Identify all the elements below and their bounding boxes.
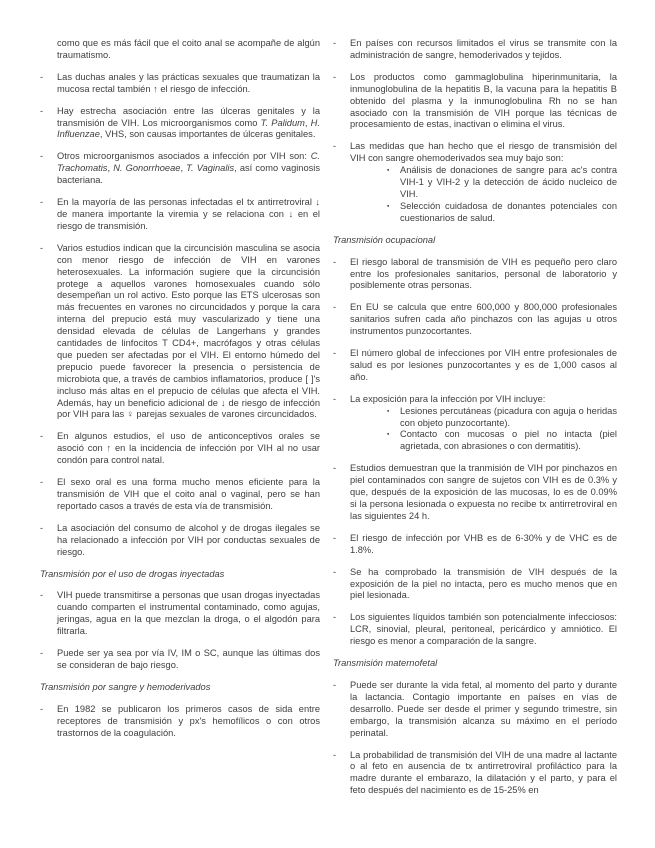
bullet-dash: -: [333, 566, 337, 577]
sub-bullet-text: Selección cuidadosa de donantes potenciales con cuestionarios de salud.: [400, 200, 617, 223]
bullet-dash: -: [333, 302, 337, 313]
bullet-dash: -: [40, 431, 44, 442]
bullet-dash: -: [40, 197, 44, 208]
paragraph-text: El sexo oral es una forma mucho menos eficiente para la transmisión de VIH que el coito anal o vaginal, pero se han reportado casos a través de esta vía de transmisión.: [57, 477, 320, 511]
bullet-dash: -: [40, 105, 44, 116]
bullet-item: [40, 243, 320, 422]
bullet-item: [40, 431, 320, 467]
bullet-item: [333, 38, 617, 62]
bullet-item: [333, 567, 617, 603]
section-heading: Transmisión maternofetal: [333, 658, 438, 669]
bullet-dash: -: [333, 393, 337, 404]
bullet-dash: -: [40, 590, 44, 601]
paragraph-text: como que es más fácil que el coito anal se acompañe de algún traumatismo.: [57, 38, 320, 60]
bullet-dash: -: [333, 463, 337, 474]
square-bullet: ▪: [387, 167, 390, 175]
continuation-paragraph: [40, 38, 320, 62]
sub-bullet-text: Contacto con mucosas o piel no intacta (piel agrietada, con abrasiones o con dermatitis).: [400, 429, 617, 452]
paragraph-text: Puede ser ya sea por vía IV, IM o SC, aunque las últimas dos se consideran de bajo riesgo.: [57, 648, 320, 670]
bullet-item: [333, 394, 617, 454]
bullet-item: [333, 302, 617, 338]
bullet-item: [333, 72, 617, 132]
bullet-item: [40, 72, 320, 96]
bullet-dash: -: [40, 71, 44, 82]
square-bullet: ▪: [387, 407, 390, 415]
paragraph-text: El riesgo de infección por VHB es de 6-30% y de VHC es de 1.8%.: [350, 532, 617, 555]
sub-bullet-text: Análisis de donaciones de sangre para ac's contra VIH-1 y VIH-2 y la detección de ácido nucleico de VIH.: [400, 165, 617, 199]
paragraph-text: Los productos como gammaglobulina hiperinmunitaria, la inmunoglobulina de la hepatitis B, la vacuna para la hepatitis B obtenido del plasma y la inmunoglobulina Rh no se han asociado con la transmisión de VIH porque las técnicas de procesamiento de estas, inactivan o elimina el virus.: [350, 71, 617, 130]
bullet-item: [40, 477, 320, 513]
bullet-item: [40, 106, 320, 142]
bullet-item: [40, 590, 320, 638]
paragraph-text: Hay estrecha asociación entre las úlceras genitales y la transmisión de VIH. Los microorganismos como T. Palidum, H. Influenzae, VHS, son causas importantes de úlceras genitales.: [57, 105, 320, 140]
square-bullet: ▪: [387, 202, 390, 210]
paragraph-text: En países con recursos limitados el virus se transmite con la administración de sangre, hemoderivados y tejidos.: [350, 38, 617, 60]
bullet-item: [333, 533, 617, 557]
sub-bullet-item: [387, 429, 617, 453]
bullet-item: [40, 704, 320, 740]
bullet-dash: -: [40, 648, 44, 659]
paragraph-text: VIH puede transmitirse a personas que usan drogas inyectadas cuando comparten el instrumental contaminado, como agujas, jeringas, agua en la que mezclan la droga, o el algodón para filtrarla.: [57, 590, 320, 637]
paragraph-text: Otros microorganismos asociados a infección por VIH son: C. Trachomatis, N. Gonorrhoeae, T. Vaginalis, así como vaginosis bacteriana.: [57, 151, 321, 186]
bullet-item: [333, 612, 617, 648]
paragraph-text: Varios estudios indican que la circuncisión masculina se asocia con menor riesgo de infección de VIH en varones heterosexuales. La información sugiere que la circuncisión protege a aquellos varones homosexuales cuando sólo desempeñan un rol activo. Esto porque las ETS ulcerosas son más frecuentes en varones no circuncidados y porque la cara interna del prepucio está muy vascularizado y tiene una densidad elevada de células de Langerhans y grandes cantidades de linfocitos T CD4+, macrófagos y otras células que pueden ser afectadas por el VIH. El entorno húmedo del prepucio puede favorecer la presencia o persistencia de microbiota que, a través de cambios inflamatorios, produce [ ]'s incluso más altas en el prepucio de células que afecta el VIH. Además, hay un beneficio adicional de ↓ de riesgo de infección por VIH para las ♀ parejas sexuales de varones circuncidados.: [57, 242, 320, 420]
bullet-dash: -: [40, 242, 44, 253]
bullet-item: [333, 257, 617, 293]
paragraph-text: El número global de infecciones por VIH entre profesionales de salud es por lesiones punzocortantes y es de 1,000 casos al año.: [350, 348, 617, 382]
bullet-dash: -: [40, 477, 44, 488]
bullet-dash: -: [333, 612, 337, 623]
paragraph-text: Se ha comprobado la transmisión de VIH después de la exposición de la piel no intacta, pero es mucho menos que en piel lesionada.: [350, 566, 617, 601]
paragraph-text: En algunos estudios, el uso de anticonceptivos orales se asoció con ↑ en la incidencia de infección por VIH al no usar condón para control natal.: [57, 431, 320, 466]
section-heading: Transmisión ocupacional: [333, 234, 436, 245]
sub-bullet-text: Lesiones percutáneas (picadura con aguja o heridas con objeto punzocortante).: [400, 405, 617, 428]
bullet-item: [333, 141, 617, 224]
bullet-dash: -: [333, 532, 337, 543]
paragraph-text: Puede ser durante la vida fetal, al momento del parto y durante la lactancia. Contagio importante en países en vías de desarrollo. Puede ser desde el primer y segundo trimestre, sin embargo, la transmisión alcanza su máximo en el período perinatal.: [350, 679, 617, 738]
bullet-dash: -: [333, 679, 337, 690]
section-heading: Transmisión por sangre y hemoderivados: [40, 681, 211, 692]
bullet-item: [333, 463, 617, 523]
paragraph-text: Las medidas que han hecho que el riesgo de transmisión del VIH con sangre ohemoderivados sea muy bajo son: ▪ Análisis de donaciones de sangre para ac's contra VIH-1 y VIH-2 y la detección de ácido nucleico de VIH. ▪ Selección cuidadosa de donantes potenciales con cuestionarios de salud.: [350, 141, 617, 223]
bullet-item: [40, 648, 320, 672]
paragraph-text: El riesgo laboral de transmisión de VIH es pequeño pero claro entre los profesionales sanitarios, personal de laboratorio y posiblemente otras personas.: [350, 256, 617, 291]
bullet-dash: -: [333, 749, 337, 760]
bullet-dash: -: [333, 38, 337, 48]
sub-bullet-item: [387, 165, 617, 201]
sub-bullet-item: [387, 406, 617, 430]
bullet-item: [40, 197, 320, 233]
paragraph-text: Estudios demuestran que la tranmisión de VIH por pinchazos en piel contaminados con sangre de sujetos con VIH es de 0.3% y que, después de la exposición de las mucosas, lo es de 0.09% si la persona lesionada o expuesta no recibe tx antirretroviral en las siguientes 24 h.: [350, 463, 617, 521]
bullet-dash: -: [333, 71, 337, 82]
bullet-item: [40, 151, 320, 187]
square-bullet: ▪: [387, 431, 390, 439]
paragraph-text: Los siguientes líquidos también son potencialmente infecciosos: LCR, sinovial, pleural, peritoneal, pericárdico y amniótico. El riesgo es menor a comparación de la sangre.: [350, 612, 617, 647]
bullet-dash: -: [333, 348, 337, 359]
bullet-item: [333, 750, 617, 798]
paragraph-text: En EU se calcula que entre 600,000 y 800,000 profesionales sanitarios sufren cada año pinchazos con las agujas u otros instrumentos punzocortantes.: [350, 302, 617, 337]
bullet-dash: -: [333, 256, 337, 267]
paragraph-text: La probabilidad de transmisión del VIH de una madre al lactante o al feto en ausencia de tx antirretroviral profiláctico para la madre durante el embarazo, la dilatación y el parto, y para el feto después del nacimiento es de 15-25% en: [350, 749, 617, 796]
bullet-item: [40, 523, 320, 559]
paragraph-text: La asociación del consumo de alcohol y de drogas ilegales se ha relacionado a infección por VIH por conductas sexuales de riesgo.: [57, 522, 320, 557]
right-column: [333, 38, 617, 848]
bullet-dash: -: [40, 703, 44, 714]
paragraph-text: La exposición para la infección por VIH incluye: ▪ Lesiones percutáneas (picadura con aguja o heridas con objeto punzocortante). ▪ Contacto con mucosas o piel no intacta (piel agrietada, con abrasiones o con dermatitis).: [350, 393, 617, 452]
paragraph-text: En 1982 se publicaron los primeros casos de sida entre receptores de transmisión y px's hemofílicos o con otros trastornos de la coagulación.: [57, 703, 320, 738]
bullet-dash: -: [40, 151, 44, 162]
bullet-item: [333, 348, 617, 384]
bullet-item: [333, 680, 617, 740]
section-heading: Transmisión por el uso de drogas inyectadas: [40, 568, 225, 579]
paragraph-text: Las duchas anales y las prácticas sexuales que traumatizan la mucosa rectal también ↑ el riesgo de infección.: [57, 71, 320, 94]
bullet-dash: -: [333, 141, 337, 152]
left-column: [40, 38, 320, 848]
bullet-dash: -: [40, 522, 44, 533]
sub-bullet-item: [387, 201, 617, 225]
paragraph-text: En la mayoría de las personas infectadas el tx antirretroviral ↓ de manera importante la viremia y se relaciona con ↓ en el riesgo de transmisión.: [57, 197, 320, 231]
